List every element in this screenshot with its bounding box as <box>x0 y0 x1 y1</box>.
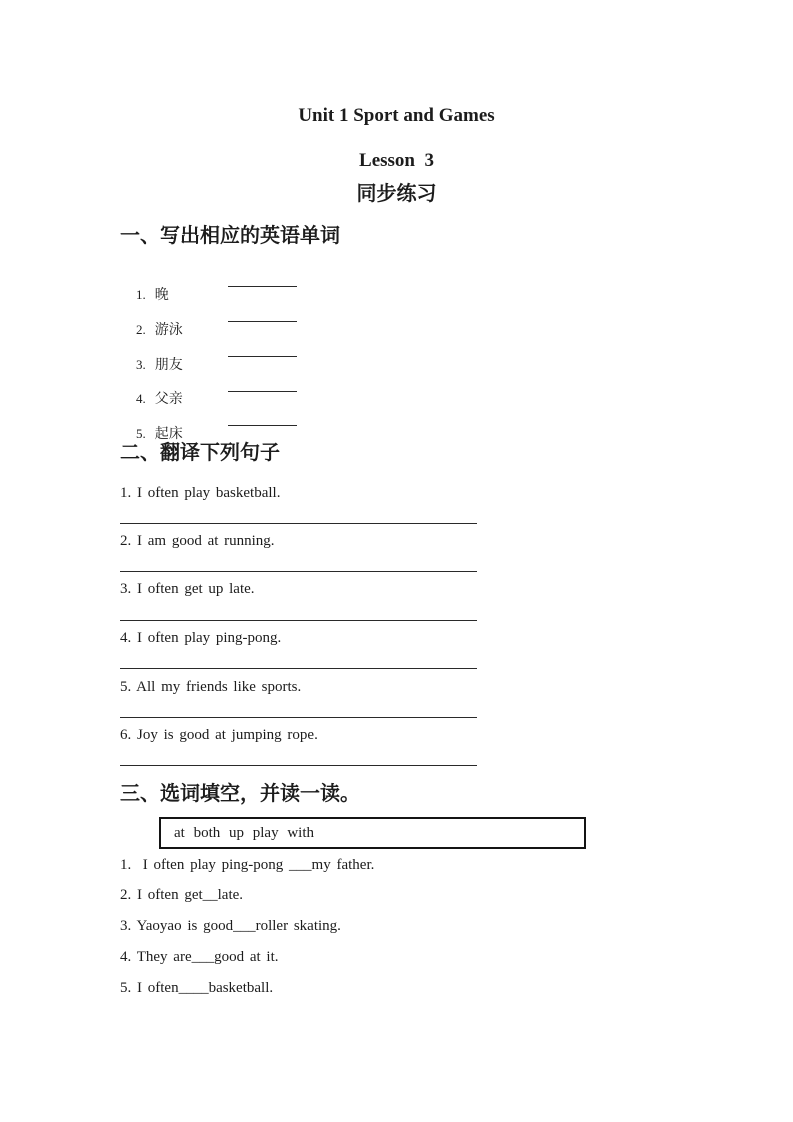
answer-line <box>120 571 477 572</box>
answer-line <box>120 620 477 621</box>
sentence-item: 6. Joy is good at jumping rope. <box>120 727 318 743</box>
fill-item: 5. I often____basketball. <box>120 980 274 996</box>
sentence-item: 2. I am good at running. <box>120 533 275 549</box>
fill-item: 4. They are___good at it. <box>120 949 279 965</box>
word-item-label: 父亲 <box>154 392 183 407</box>
lesson-title: Lesson 3 <box>359 150 434 171</box>
answer-blank <box>228 286 297 287</box>
word-item-label: 起床 <box>154 427 183 442</box>
word-item-label: 朋友 <box>154 358 183 373</box>
section3-heading: 三、选词填空，并读一读。 <box>120 783 360 805</box>
word-item-label: 游泳 <box>154 323 183 338</box>
answer-line <box>120 523 477 524</box>
section1-heading: 一、写出相应的英语单词 <box>120 225 340 247</box>
sentence-item: 5. All my friends like sports. <box>120 679 302 695</box>
word-item-number: 1. <box>136 287 146 302</box>
sentence-item: 1. I often play basketball. <box>120 485 281 501</box>
sentence-item: 4. I often play ping-pong. <box>120 630 282 646</box>
word-item-number: 4. <box>136 391 146 406</box>
word-bank-words: at both up play with <box>174 825 314 841</box>
answer-blank <box>228 356 297 357</box>
fill-item: 1. I often play ping-pong ___my father. <box>120 857 375 873</box>
section2-heading: 二、翻译下列句子 <box>120 442 280 464</box>
word-item-number: 2. <box>136 322 146 337</box>
answer-blank <box>228 425 297 426</box>
fill-item: 2. I often get__late. <box>120 887 244 903</box>
answer-blank <box>228 321 297 322</box>
answer-line <box>120 717 477 718</box>
word-bank-box <box>159 817 586 849</box>
answer-line <box>120 765 477 766</box>
word-item-label: 晚 <box>154 288 169 303</box>
subtitle: 同步练习 <box>356 183 437 205</box>
fill-item: 3. Yaoyao is good___roller skating. <box>120 918 341 934</box>
word-item-number: 3. <box>136 357 146 372</box>
answer-blank <box>228 391 297 392</box>
sentence-item: 3. I often get up late. <box>120 581 255 597</box>
answer-line <box>120 668 477 669</box>
page-title: Unit 1 Sport and Games <box>298 105 495 126</box>
word-item-number: 5. <box>136 426 146 441</box>
